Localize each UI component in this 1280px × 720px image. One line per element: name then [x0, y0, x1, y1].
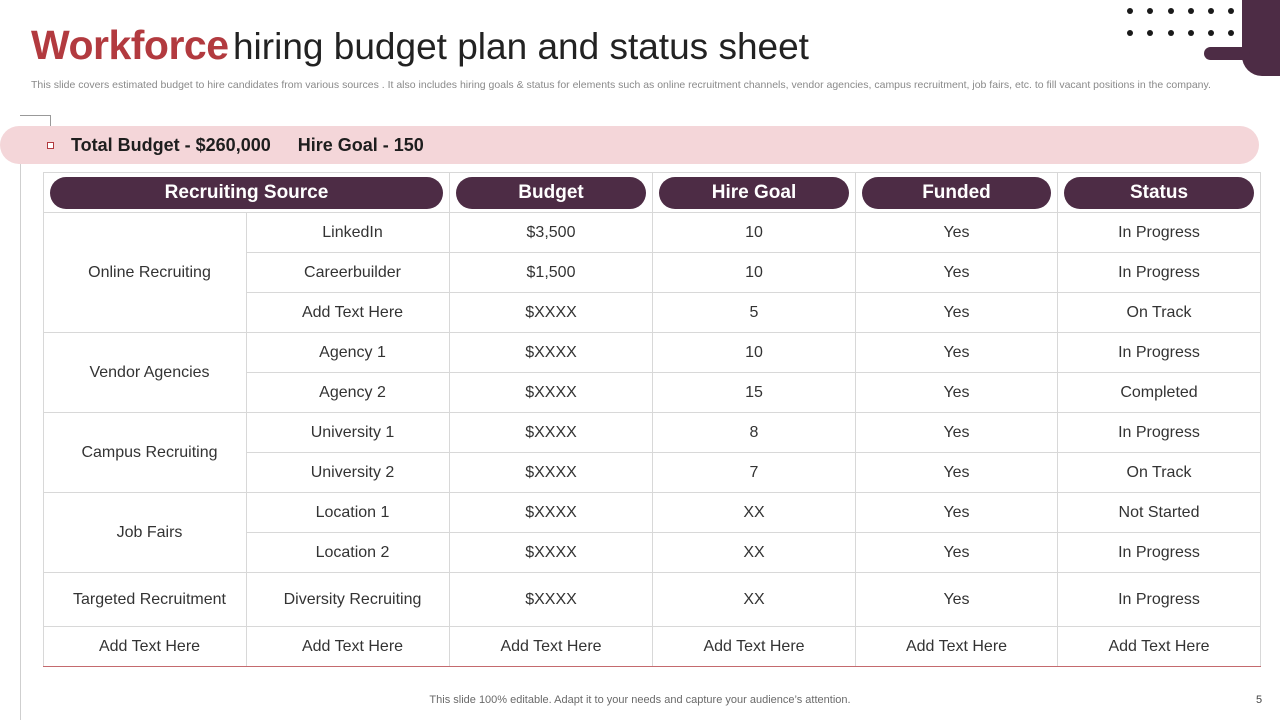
corner-decoration-pill: [1204, 47, 1250, 60]
hire-goal: Hire Goal - 150: [297, 135, 424, 155]
status-cell: In Progress: [1058, 413, 1261, 453]
summary-text: [71, 135, 424, 156]
budget-cell: Add Text Here: [450, 627, 653, 667]
bullet-marker-icon: [47, 142, 54, 149]
hire-goal-cell: 10: [653, 333, 856, 373]
header-status: Status: [1064, 177, 1254, 209]
title-bold: Workforce: [31, 22, 229, 68]
table-row: [44, 573, 1261, 627]
header-cell: [1058, 173, 1261, 213]
budget-cell: $1,500: [450, 253, 653, 293]
header-funded: Funded: [862, 177, 1051, 209]
header-budget: Budget: [456, 177, 646, 209]
funded-cell: Yes: [856, 253, 1058, 293]
budget-cell: $3,500: [450, 213, 653, 253]
table-row: [44, 213, 1261, 253]
funded-cell: Yes: [856, 413, 1058, 453]
hire-goal-cell: 10: [653, 213, 856, 253]
budget-cell: $XXXX: [450, 413, 653, 453]
frame-vertical-line: [20, 160, 21, 720]
header-cell: [856, 173, 1058, 213]
source-cell: Careerbuilder: [247, 253, 450, 293]
title-rest: hiring budget plan and status sheet: [232, 26, 809, 67]
table-row: [44, 493, 1261, 533]
funded-cell: Yes: [856, 293, 1058, 333]
hire-goal-cell: 7: [653, 453, 856, 493]
category-cell: Online Recruiting: [44, 213, 247, 333]
frame-corner-line: [20, 115, 51, 116]
status-cell: Completed: [1058, 373, 1261, 413]
hire-goal-cell: Add Text Here: [653, 627, 856, 667]
table-row: [44, 627, 1261, 667]
hire-goal-cell: 15: [653, 373, 856, 413]
category-cell: Targeted Recruitment: [44, 573, 247, 627]
page-number: 5: [1256, 694, 1263, 706]
hiring-budget-table: [43, 172, 1261, 667]
source-cell: Diversity Recruiting: [247, 573, 450, 627]
header-hire-goal: Hire Goal: [659, 177, 849, 209]
funded-cell: Yes: [856, 373, 1058, 413]
title: [31, 22, 809, 72]
budget-cell: $XXXX: [450, 493, 653, 533]
category-cell: Add Text Here: [44, 627, 247, 667]
category-cell: Vendor Agencies: [44, 333, 247, 413]
hire-goal-cell: 10: [653, 253, 856, 293]
source-cell: Location 1: [247, 493, 450, 533]
budget-cell: $XXXX: [450, 573, 653, 627]
slide-description: This slide covers estimated budget to hire candidates from various sources . It also includes hiring goals & status for elements such as online recruitment channels, vendor agencies, campus recruitment, job fairs, etc. to fill vacant positions in the company.: [31, 79, 1211, 91]
budget-cell: $XXXX: [450, 333, 653, 373]
funded-cell: Yes: [856, 573, 1058, 627]
status-cell: On Track: [1058, 293, 1261, 333]
funded-cell: Yes: [856, 453, 1058, 493]
total-budget: Total Budget - $260,000: [71, 135, 271, 155]
category-cell: Job Fairs: [44, 493, 247, 573]
budget-cell: $XXXX: [450, 453, 653, 493]
hire-goal-cell: 5: [653, 293, 856, 333]
source-cell: Agency 2: [247, 373, 450, 413]
status-cell: On Track: [1058, 453, 1261, 493]
funded-cell: Add Text Here: [856, 627, 1058, 667]
corner-decoration-bar: [1242, 0, 1280, 76]
header-cell: [450, 173, 653, 213]
status-cell: In Progress: [1058, 533, 1261, 573]
source-cell: Add Text Here: [247, 293, 450, 333]
budget-cell: $XXXX: [450, 373, 653, 413]
table-row: [44, 333, 1261, 373]
table-row: [44, 413, 1261, 453]
hire-goal-cell: XX: [653, 493, 856, 533]
status-cell: Add Text Here: [1058, 627, 1261, 667]
source-cell: Agency 1: [247, 333, 450, 373]
funded-cell: Yes: [856, 533, 1058, 573]
source-cell: LinkedIn: [247, 213, 450, 253]
status-cell: Not Started: [1058, 493, 1261, 533]
source-cell: University 2: [247, 453, 450, 493]
hire-goal-cell: XX: [653, 533, 856, 573]
funded-cell: Yes: [856, 493, 1058, 533]
header-cell: [653, 173, 856, 213]
status-cell: In Progress: [1058, 213, 1261, 253]
funded-cell: Yes: [856, 213, 1058, 253]
hire-goal-cell: 8: [653, 413, 856, 453]
header-cell: [44, 173, 450, 213]
source-cell: Location 2: [247, 533, 450, 573]
header-recruiting-source: Recruiting Source: [50, 177, 443, 209]
hire-goal-cell: XX: [653, 573, 856, 627]
budget-cell: $XXXX: [450, 293, 653, 333]
source-cell: University 1: [247, 413, 450, 453]
status-cell: In Progress: [1058, 253, 1261, 293]
footer-note: This slide 100% editable. Adapt it to your needs and capture your audience’s attention.: [429, 694, 851, 706]
budget-cell: $XXXX: [450, 533, 653, 573]
category-cell: Campus Recruiting: [44, 413, 247, 493]
dot-grid-decoration: [1125, 6, 1245, 46]
status-cell: In Progress: [1058, 573, 1261, 627]
status-cell: In Progress: [1058, 333, 1261, 373]
funded-cell: Yes: [856, 333, 1058, 373]
source-cell: Add Text Here: [247, 627, 450, 667]
